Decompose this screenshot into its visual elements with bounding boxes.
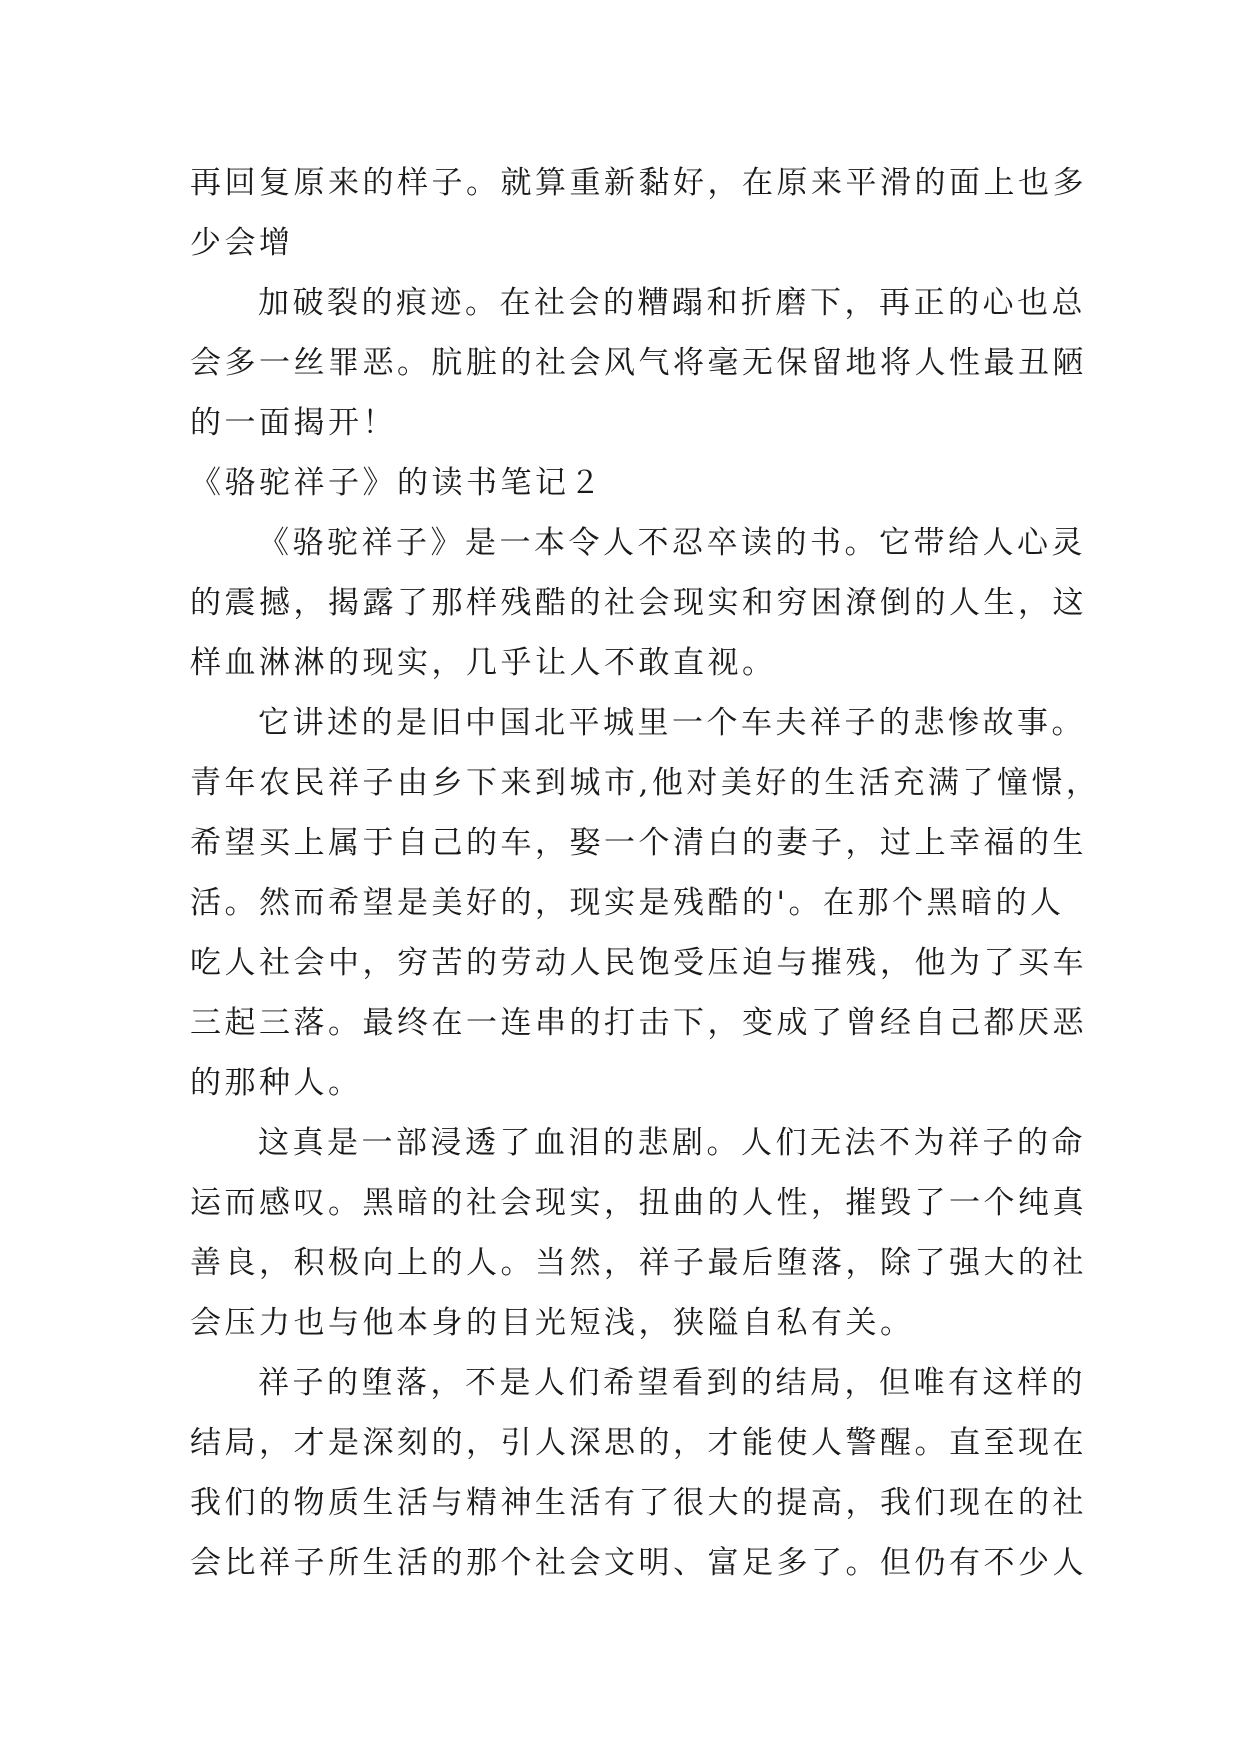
text-line: 的震撼，揭露了那样残酷的社会现实和穷困潦倒的人生，这 bbox=[190, 585, 1087, 621]
text-line: 结局，才是深刻的，引人深思的，才能使人警醒。直至现在 bbox=[190, 1425, 1087, 1461]
text-line: 的一面揭开！ bbox=[190, 405, 397, 441]
text-line: 祥子的堕落，不是人们希望看到的结局，但唯有这样的 bbox=[258, 1365, 1086, 1401]
text-line: 善良，积极向上的人。当然，祥子最后堕落，除了强大的社 bbox=[190, 1245, 1087, 1281]
section-heading: 《骆驼祥子》的读书笔记２ bbox=[190, 465, 604, 501]
text-line: 青年农民祥子由乡下来到城市,他对美好的生活充满了憧憬， bbox=[190, 765, 1101, 801]
text-line: 吃人社会中，穷苦的劳动人民饱受压迫与摧残，他为了买车 bbox=[190, 945, 1087, 981]
text-line: 会压力也与他本身的目光短浅，狭隘自私有关。 bbox=[190, 1305, 915, 1341]
text-line: 少会增 bbox=[190, 225, 294, 261]
text-line: 我们的物质生活与精神生活有了很大的提高，我们现在的社 bbox=[190, 1485, 1087, 1521]
text-line: 运而感叹。黑暗的社会现实，扭曲的人性，摧毁了一个纯真 bbox=[190, 1185, 1087, 1221]
text-line: 样血淋淋的现实，几乎让人不敢直视。 bbox=[190, 645, 777, 681]
text-line: 《骆驼祥子》是一本令人不忍卒读的书。它带给人心灵 bbox=[258, 525, 1086, 561]
text-line: 希望买上属于自己的车，娶一个清白的妻子，过上幸福的生 bbox=[190, 825, 1087, 861]
text-line: 活。然而希望是美好的，现实是残酷的'。在那个黑暗的人 bbox=[190, 885, 1065, 921]
text-line: 它讲述的是旧中国北平城里一个车夫祥子的悲惨故事。 bbox=[258, 705, 1086, 741]
text-line: 再回复原来的样子。就算重新黏好，在原来平滑的面上也多 bbox=[190, 165, 1087, 201]
text-line: 会多一丝罪恶。肮脏的社会风气将毫无保留地将人性最丑陋 bbox=[190, 345, 1087, 381]
text-line: 的那种人。 bbox=[190, 1065, 363, 1101]
text-line: 会比祥子所生活的那个社会文明、富足多了。但仍有不少人 bbox=[190, 1545, 1087, 1581]
text-line: 加破裂的痕迹。在社会的糟蹋和折磨下，再正的心也总 bbox=[258, 285, 1086, 321]
text-line: 三起三落。最终在一连串的打击下，变成了曾经自己都厌恶 bbox=[190, 1005, 1087, 1041]
text-line: 这真是一部浸透了血泪的悲剧。人们无法不为祥子的命 bbox=[258, 1125, 1086, 1161]
